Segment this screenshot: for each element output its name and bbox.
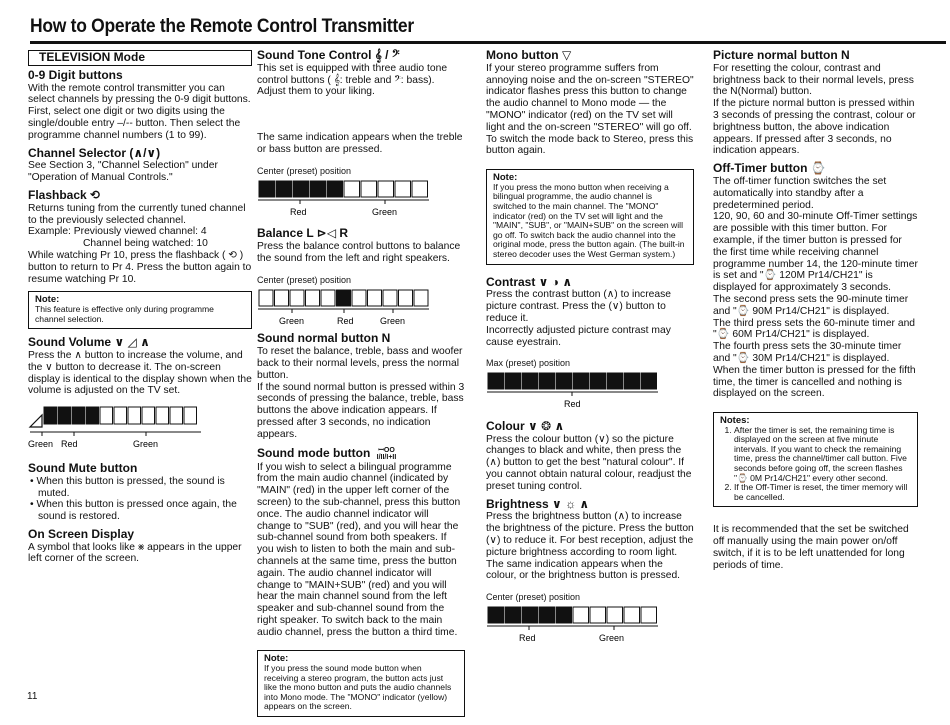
mono-text: If your stereo programme suffers from annoying noise and the on-screen "STEREO" indicator flashes press this button to change the audio channel to Mono mode — the "MONO" indicator (red) on the TV set will light and the on-screen "STEREO" will go off. To switch the mode back to Stereo, press this button again. — [486, 62, 694, 157]
picture-normal-text: For resetting the colour, contrast and brightness back to their normal levels, press the N(Normal) button. — [713, 62, 914, 98]
off-timer-text: The off-timer function switches the set automatically into standby after a predetermined period. — [713, 175, 887, 211]
mono-heading: Mono button ▽ — [486, 48, 572, 62]
tone-gauge-segment — [344, 181, 360, 197]
sound-tone-text-2: The same indication appears when the treble or bass button are pressed. — [257, 132, 463, 155]
brightness-gauge-segment — [505, 607, 521, 623]
balance-gauge-segment — [337, 290, 351, 306]
colour-heading: Colour ∨ ❂ ∧ — [486, 418, 565, 433]
off-timer-text-3: The second press sets the 90-minute timer and "⌚ 90M Pr14/CH21" is displayed. — [713, 293, 909, 317]
off-timer-text-5: The fourth press sets the 30-minute timer and "⌚ 30M Pr14/CH21" is displayed. — [713, 341, 902, 364]
digit-buttons-heading: 0-9 Digit buttons — [28, 67, 123, 82]
contrast-text: Press the contrast button (∧) to increase picture contrast. Press the (∨) button to reduce it. — [486, 289, 671, 324]
tone-gauge-caption: Center (preset) position — [257, 165, 352, 176]
contrast-gauge-segment — [573, 373, 589, 389]
tone-gauge-segment — [259, 181, 275, 197]
brightness-label-green: Green — [599, 633, 625, 644]
picture-normal-text-2: If the picture normal button is pressed within 3 seconds of pressing the contrast, colour or brightness button, the above indication appears. If pressed after 3 seconds, no indication appears. — [713, 98, 916, 157]
brightness-gauge-segment — [539, 607, 555, 623]
sound-volume-heading: Sound Volume ∨ ◿ ∧ — [28, 335, 150, 350]
tone-gauge-segment — [412, 181, 428, 197]
contrast-gauge-segment — [522, 373, 538, 389]
note-label: Note: — [264, 653, 289, 665]
tone-gauge-segment — [310, 181, 326, 197]
note-text: If you press the mono button when receiving a bilingual programme, the audio channel is switched to the main channel. The "MONO" indicator (red) on the TV set will light and the "MAIN", "SUB", or "MAIN+SUB" on the screen will go off. To switch back the audio channel into the original mode, press the button again. (The built-in stereo decoder uses the West German system.) — [493, 181, 685, 259]
sound-mute-bullet-2: • When this button is pressed once again, the sound is restored. — [30, 499, 237, 523]
contrast-text-2: Incorrectly adjusted picture contrast may cause eyestrain. — [486, 324, 671, 348]
volume-gauge-segment — [142, 407, 155, 424]
contrast-gauge-caption: Max (preset) position — [486, 358, 571, 369]
note-label: Note: — [493, 172, 518, 184]
tone-gauge-segment — [395, 181, 411, 197]
sound-mode-note — [257, 650, 465, 717]
tone-gauge-segment — [378, 181, 394, 197]
balance-gauge-segment — [321, 290, 335, 306]
column-3 — [486, 50, 694, 649]
balance-label-green-1: Green — [279, 315, 305, 326]
flashback-text-2: While watching Pr 10, press the flashback ( ⟲ ) button to return to Pr 4. Press the button again to resume watching Pr 10. — [28, 249, 252, 285]
balance-gauge-segment — [414, 290, 428, 306]
brightness-text: Press the brightness button (∧) to increase the brightness of the picture. Press the button (∨) to reduce it. For best reception, adjust the picture brightness according to room light. — [486, 511, 694, 558]
contrast-gauge-segment — [488, 373, 504, 389]
brightness-gauge-segment — [590, 607, 606, 623]
column-1 — [28, 50, 252, 565]
volume-gauge-segment — [114, 407, 127, 424]
brightness-gauge-segment — [556, 607, 572, 623]
tone-label-red: Red — [290, 206, 307, 217]
brightness-text-2: The same indication appears when the colour, or the brightness button is pressed. — [486, 558, 681, 582]
sound-normal-text-2: If the sound normal button is pressed within 3 seconds of pressing the balance, treble, bass buttons the above indication appears. If pressed after 3 seconds, no indication appears. — [257, 381, 465, 440]
volume-label-red: Red — [61, 439, 78, 450]
picture-normal-heading: Picture normal button N — [713, 48, 850, 62]
contrast-gauge-segment — [607, 373, 623, 389]
contrast-heading: Contrast ∨ ◑ ∧ — [486, 274, 573, 289]
mono-note — [486, 169, 694, 264]
brightness-gauge-segment — [624, 607, 640, 623]
balance-gauge-segment — [306, 290, 320, 306]
contrast-gauge-segment — [590, 373, 606, 389]
on-screen-display-text: A symbol that looks like ⨳ appears in the upper left corner of the screen. — [28, 541, 242, 565]
tone-label-green: Green — [372, 206, 398, 217]
on-screen-display-heading: On Screen Display — [28, 526, 135, 541]
balance-gauge-segment — [352, 290, 366, 306]
brightness-label-red: Red — [519, 633, 536, 644]
section-label-television-mode: TELEVISION Mode — [28, 50, 252, 66]
flashback-text: Returns tuning from the currently tuned channel to the previously selected channel. — [28, 202, 246, 226]
brightness-gauge-segment — [522, 607, 538, 623]
sound-mode-heading: Sound mode button ꟷOO I/II/I+II — [257, 445, 397, 461]
sound-volume-text: Press the ∧ button to increase the volume, and the ∨ button to decrease it. The on-screen display is identical to the display shown when the volume is adjusted on the TV set. — [28, 349, 252, 397]
volume-label-green-2: Green — [133, 439, 159, 450]
balance-gauge-caption: Center (preset) position — [257, 274, 352, 285]
contrast-gauge-segment — [641, 373, 657, 389]
notes-item-1: 1. After the timer is set, the remaining time is displayed on the screen at five minute intervals. If you want to check the remaining time, press the channel/timer call button. Five seconds before going off, the screen flashes "⌚ 0M Pr14/CH21" every other second. — [734, 426, 911, 484]
note-text: This feature is effective only during programme channel selection. — [35, 303, 214, 324]
volume-gauge — [28, 405, 252, 453]
brightness-gauge-caption: Center (preset) position — [486, 592, 581, 603]
tone-gauge-segment — [276, 181, 292, 197]
contrast-label-red: Red — [564, 399, 581, 410]
volume-label-green-1: Green — [28, 439, 54, 450]
column-2 — [257, 50, 465, 725]
sound-normal-heading: Sound normal button N — [257, 331, 391, 346]
balance-label-green-2: Green — [380, 315, 406, 326]
flashback-example-1: Example: Previously viewed channel: 4 — [28, 226, 207, 238]
sound-tone-text: This set is equipped with three audio tone control buttons ( 𝄞: treble and 𝄢: bass). Adjust them to your liking. — [257, 62, 448, 98]
off-timer-text-2: 120, 90, 60 and 30-minute Off-Timer settings are possible with this timer button. For example, if the timer button is pressed for the first time while receiving channel programme number 14, the 120-minute timer is set and "⌚ 120M Pr14/CH21" is displayed for approximately 3 seconds. — [713, 211, 918, 294]
sound-mode-icon: ꟷOO I/II/I+II — [376, 446, 397, 461]
volume-icon — [30, 415, 42, 427]
notes-item-2: 2. If the Off-Timer is reset, the timer memory will be cancelled. — [734, 483, 911, 502]
contrast-gauge-segment — [556, 373, 572, 389]
notes-label: Notes: — [720, 415, 750, 427]
note-label: Note: — [35, 294, 60, 306]
note-text: If you press the sound mode button when receiving a stereo program, the button acts just like the mono button and puts the audio channels into Mono mode. The "MONO" indicator (yellow) appears on the screen. — [264, 663, 452, 712]
channel-selector-text: See Section 3, "Channel Selection" under "Operation of Manual Controls." — [28, 160, 218, 184]
volume-gauge-segment — [128, 407, 141, 424]
balance-label-red: Red — [337, 315, 354, 326]
off-timer-notes — [713, 412, 918, 507]
balance-gauge — [257, 288, 465, 328]
brightness-gauge-segment — [641, 607, 657, 623]
digit-buttons-text: With the remote control transmitter you can select channels by pressing the 0-9 digit buttons. First, select one digit or two digits using the single/double entry –/-- button. Then select the programme channel numbers (1 to 99). — [28, 82, 251, 141]
balance-gauge-segment — [368, 290, 382, 306]
off-timer-text-4: The third press sets the 60-minute timer and "⌚ 60M Pr14/CH21" is displayed. — [713, 317, 916, 341]
balance-gauge-segment — [259, 290, 273, 306]
balance-text: Press the balance control buttons to balance the sound from the left and right speakers. — [257, 241, 461, 264]
volume-gauge-segment — [72, 407, 85, 424]
sound-normal-text: To reset the balance, treble, bass and woofer back to their normal levels, press the normal button. — [257, 346, 463, 381]
volume-gauge-segment — [44, 407, 57, 424]
volume-gauge-segment — [184, 407, 197, 424]
sound-tone-heading: Sound Tone Control 𝄞 / 𝄢 — [257, 48, 400, 62]
flashback-note — [28, 291, 252, 329]
column-4 — [713, 50, 918, 572]
page-number: 11 — [27, 691, 38, 702]
contrast-gauge-segment — [505, 373, 521, 389]
volume-gauge-segment — [86, 407, 99, 424]
brightness-gauge-segment — [607, 607, 623, 623]
contrast-gauge — [486, 371, 694, 411]
off-timer-text-6: When the timer button is pressed for the fifth time, the timer is cancelled and nothing is displayed on the screen. — [713, 364, 916, 400]
contrast-gauge-segment — [539, 373, 555, 389]
balance-gauge-segment — [275, 290, 289, 306]
tone-gauge-segment — [327, 181, 343, 197]
tone-gauge-segment — [293, 181, 309, 197]
flashback-heading: Flashback ⟲ — [28, 187, 101, 202]
page-title: How to Operate the Remote Control Transmitter — [30, 16, 414, 37]
tone-gauge-segment — [361, 181, 377, 197]
brightness-gauge-segment — [573, 607, 589, 623]
title-rule — [30, 41, 946, 44]
volume-gauge-segment — [100, 407, 113, 424]
brightness-gauge-segment — [488, 607, 504, 623]
tone-gauge — [257, 179, 465, 219]
flashback-example-2: Channel being watched: 10 — [83, 238, 208, 250]
contrast-gauge-segment — [624, 373, 640, 389]
brightness-gauge — [486, 605, 694, 645]
balance-gauge-segment — [399, 290, 413, 306]
volume-gauge-segment — [170, 407, 183, 424]
sound-mute-bullet-1: • When this button is pressed, the sound is muted. — [30, 475, 225, 499]
volume-gauge-segment — [58, 407, 71, 424]
channel-selector-heading: Channel Selector (∧/∨) — [28, 145, 161, 160]
balance-gauge-segment — [290, 290, 304, 306]
balance-heading: Balance L ⊳◁ R — [257, 226, 349, 241]
sound-mute-heading: Sound Mute button — [28, 460, 138, 475]
brightness-heading: Brightness ∨ ☼ ∧ — [486, 496, 590, 511]
colour-text: Press the colour button (∨) so the picture changes to black and white, then press the (∧) button to get the best "natural colour". If you cannot obtain natural colour, readjust the preset tuning control. — [486, 433, 692, 492]
final-recommendation: It is recommended that the set be switched off manually using the main power on/off switch, if it is to be left unattended for long periods of time. — [713, 524, 909, 571]
sound-mode-text: If you wish to select a bilingual programme from the main audio channel (indicated by "MAIN" (red) in the upper left corner of the screen) to the sub-channel, press this button once. The audio channel indicator will change to "SUB" (red), and you will hear the sub-channel sound from both speakers. If you wish to listen to both the main and sub-channels at the same time, press the button again. The audio channel indicator will change to "MAIN+SUB" (red) and you will hear the main channel sound from the left speaker and sub-channel sound from the right speaker. To switch back to the main audio channel, press the button a third time. — [257, 461, 461, 638]
volume-gauge-segment — [156, 407, 169, 424]
balance-gauge-segment — [383, 290, 397, 306]
off-timer-heading: Off-Timer button ⌚ — [713, 161, 826, 176]
